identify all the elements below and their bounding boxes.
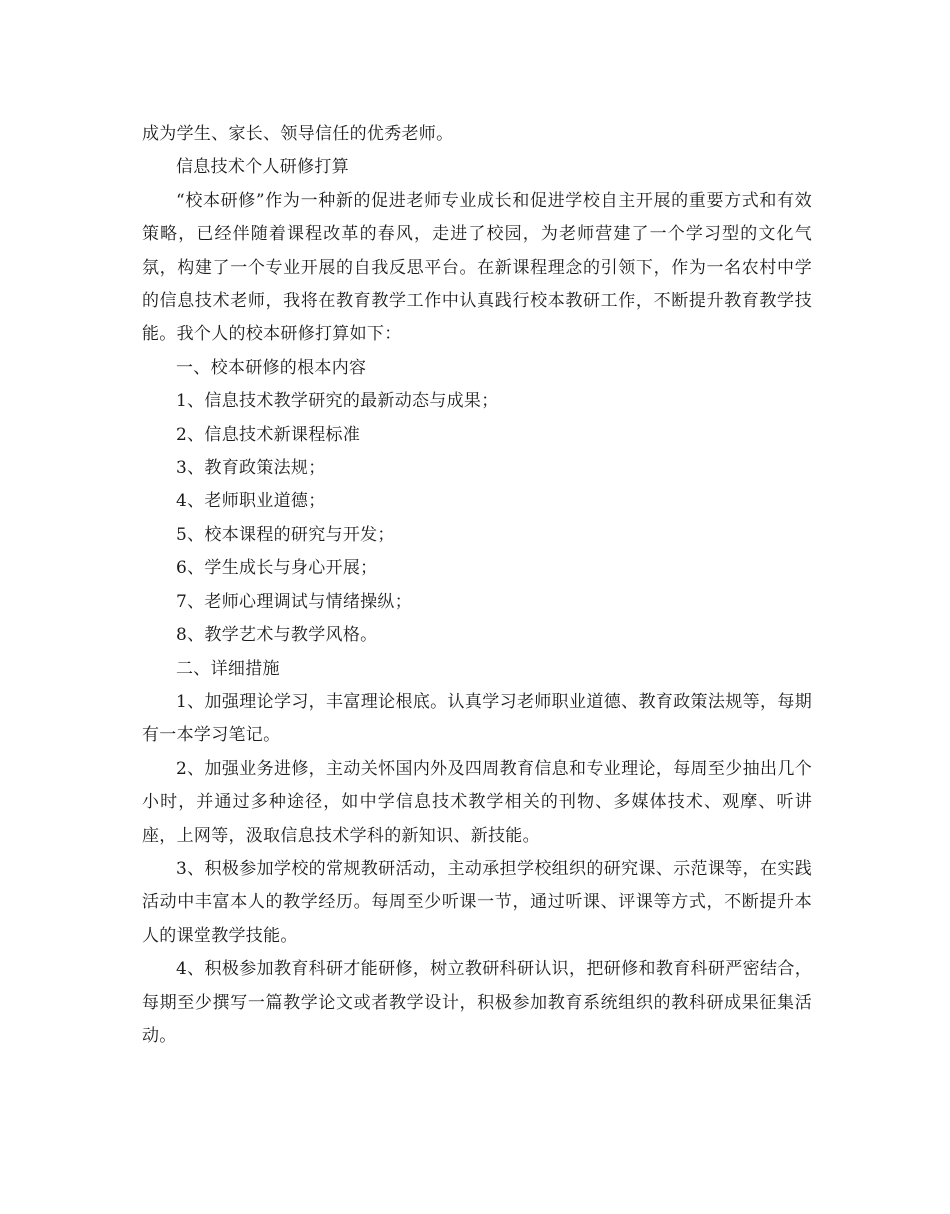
list-item: 4、老师职业道德； bbox=[176, 491, 326, 512]
list-item: 8、教学艺术与教学风格。 bbox=[176, 625, 378, 646]
list-item: 7、老师心理调试与情绪操纵； bbox=[176, 591, 413, 612]
paragraph-intro: “校本研修”作为一种新的促进老师专业成长和促进学校自主开展的重要方式和有效策略，已经伴随着课程改革的春风，走进了校园，为老师营建了一个学习型的文化气氛，构建了一个专业开展的自我反思平台。在新课程理念的引领下，作为一名农村中学的信息技术老师，我将在教育教学工作中认真践行校本教研工作，不断提升教育教学技能。我个人的校本研修打算如下： bbox=[142, 190, 812, 345]
section-title: 信息技术个人研修打算 bbox=[176, 157, 349, 178]
document-body bbox=[142, 118, 812, 1053]
heading-measures: 二、详细措施 bbox=[176, 658, 280, 679]
heading-content: 一、校本研修的根本内容 bbox=[176, 357, 367, 378]
list-item: 5、校本课程的研究与开发； bbox=[176, 524, 395, 545]
list-item: 6、学生成长与身心开展； bbox=[176, 558, 378, 579]
list-item: 3、教育政策法规； bbox=[176, 458, 326, 479]
measure-paragraph: 1、加强理论学习，丰富理论根底。认真学习老师职业道德、教育政策法规等，每期有一本学习笔记。 bbox=[142, 691, 812, 746]
measure-paragraph: 3、积极参加学校的常规教研活动，主动承担学校组织的研究课、示范课等，在实践活动中丰富本人的教学经历。每周至少听课一节，通过听课、评课等方式，不断提升本人的课堂教学技能。 bbox=[142, 858, 812, 946]
list-item: 1、信息技术教学研究的最新动态与成果； bbox=[176, 391, 499, 412]
paragraph-continuation: 成为学生、家长、领导信任的优秀老师。 bbox=[142, 124, 454, 144]
list-item: 2、信息技术新课程标准 bbox=[176, 424, 361, 445]
measure-paragraph: 4、积极参加教育科研才能研修，树立教研科研认识，把研修和教育科研严密结合，每期至少撰写一篇教学论文或者教学设计，积极参加教育系统组织的教科研成果征集活动。 bbox=[142, 959, 812, 1046]
measure-paragraph: 2、加强业务进修，主动关怀国内外及四周教育信息和专业理论，每周至少抽出几个小时，并通过多种途径，如中学信息技术教学相关的刊物、多媒体技术、观摩、听讲座，上网等，汲取信息技术学科的新知识、新技能。 bbox=[142, 758, 812, 846]
